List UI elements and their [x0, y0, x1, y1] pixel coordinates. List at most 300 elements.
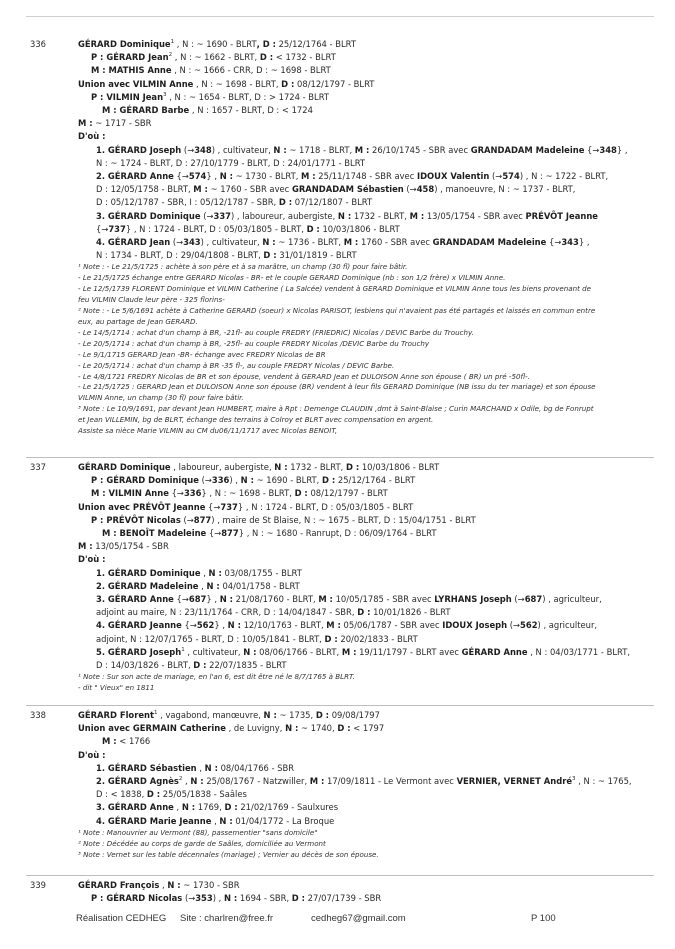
text-segment: {→: [584, 144, 600, 155]
text-segment: 21/02/1769 - Saulxures: [237, 802, 339, 813]
text-segment: , N : 04/03/1771 - BLRT,: [527, 646, 630, 657]
note-line: - Le 21/5/1725 échange entre GERARD Nicolas - BR- et le couple GERARD Dominique (nb : son 1/2 frère) x VILMIN Anne.: [78, 273, 506, 283]
record-separator: [26, 705, 654, 706]
text-segment: M :: [409, 210, 425, 221]
notes-block: [78, 672, 654, 694]
text-segment: , N : ~ 1765,: [575, 776, 632, 787]
note-line: - Le 20/5/1714 : achat d'un champ à BR, -25fl- au couple FREDRY Nicolas /DEVIC Barbe du Trouchy: [78, 338, 430, 348]
text-segment: M :: [102, 736, 117, 747]
note-line: - Le 9/1/1715 GERARD Jean -BR- échange avec FREDRY Nicolas de BR: [78, 349, 326, 359]
text-segment: ,: [159, 880, 168, 890]
text-segment: N :: [274, 462, 288, 472]
text-segment: 25/05/1838 - Saâles: [160, 789, 247, 800]
note-line: eux, au partage de Jean GERARD.: [78, 316, 198, 326]
text-segment: 10/01/1826 - BLRT: [370, 607, 451, 618]
text-segment: 4. GÉRARD Jean: [96, 237, 171, 248]
text-segment: ~ 1718 - BLRT,: [286, 144, 355, 155]
notes-block: [78, 828, 654, 861]
text-segment: (→: [403, 184, 417, 195]
person-line: [78, 104, 654, 117]
text-segment: N :: [219, 171, 233, 182]
text-segment: , D :: [256, 39, 276, 49]
text-segment: (→: [507, 620, 521, 631]
text-segment: 03/08/1755 - BLRT: [221, 567, 302, 578]
text-segment: 07/12/1807 - BLRT: [292, 197, 373, 208]
child-entry-line: [78, 762, 654, 775]
child-entry-line: [78, 580, 654, 593]
note-line: - dit " Vieux" en 1811: [78, 683, 155, 693]
text-segment: N : 1734 - BLRT, D : 29/04/1808 - BLRT,: [96, 250, 264, 261]
text-segment: M :: [78, 541, 93, 552]
text-segment: P : PRÉVÔT Nicolas: [91, 514, 181, 525]
text-segment: {→: [546, 237, 562, 248]
text-segment: VERNIER, VERNET André: [456, 776, 573, 787]
text-segment: D'où :: [78, 131, 106, 142]
text-segment: N :: [219, 594, 233, 605]
text-segment: 353: [195, 893, 213, 904]
text-segment: N :: [223, 893, 238, 904]
text-segment: 4. GÉRARD Jeanne: [96, 620, 182, 631]
text-segment: 3. GÉRARD Anne: [96, 802, 174, 813]
text-segment: D :: [278, 197, 293, 208]
text-segment: 3. GÉRARD Anne: [96, 594, 174, 605]
record-number: 338: [30, 710, 46, 720]
child-entry-line: [78, 646, 654, 659]
text-segment: 2. GÉRARD Madeleine: [96, 580, 199, 591]
text-segment: 2. GÉRARD Agnès: [96, 776, 179, 787]
text-segment: N :: [206, 580, 220, 591]
text-segment: M :: [78, 118, 93, 129]
text-segment: 04/01/1758 - BLRT: [219, 580, 300, 591]
footer-email: cedheg67@gmail.com: [311, 913, 406, 924]
text-segment: , de Luvigny,: [225, 723, 286, 734]
text-segment: D'où :: [78, 749, 106, 760]
text-segment: 01/04/1772 - La Broque: [232, 815, 335, 826]
text-segment: ,: [182, 776, 191, 787]
text-segment: D :: [193, 660, 207, 671]
text-segment: , N : 1657 - BLRT, D : < 1724: [189, 105, 313, 116]
text-segment: D :: [321, 475, 336, 486]
text-segment: (→: [489, 171, 503, 182]
text-segment: 574: [502, 171, 520, 182]
text-segment: D :: [291, 893, 306, 904]
person-line: [78, 722, 654, 735]
text-segment: } ,: [578, 237, 590, 248]
text-segment: ~ 1760 - SBR avec: [207, 184, 292, 195]
text-segment: 08/06/1766 - BLRT,: [256, 646, 342, 657]
text-segment: 20/02/1833 - BLRT: [337, 633, 418, 644]
text-segment: GÉRARD Florent: [78, 710, 154, 720]
text-segment: 3: [572, 776, 576, 783]
person-line: [78, 78, 654, 91]
text-segment: 337: [213, 210, 231, 221]
text-segment: 13/05/1754 - SBR: [92, 541, 169, 552]
text-segment: {→: [205, 501, 221, 512]
text-segment: adjoint, N : 12/07/1765 - BLRT, D : 10/05/1841 - BLRT,: [96, 633, 325, 644]
text-segment: ) ,: [229, 475, 241, 486]
text-segment: 1: [181, 646, 185, 653]
text-segment: ,: [198, 580, 207, 591]
text-segment: 31/01/1819 - BLRT: [276, 250, 357, 261]
text-segment: 17/09/1811 - Le Vermont avec: [324, 776, 457, 787]
person-line: [78, 461, 654, 474]
record-separator: [26, 875, 654, 876]
note-line: ² Note : - Le 5/6/1691 achète à Catherine GERARD (soeur) x Nicolas PARISOT, lesbiens qui n'avaient pas été partagés et laissés en commun entre: [78, 306, 596, 316]
text-segment: 10/03/1806 - BLRT: [319, 223, 400, 234]
text-segment: D : 14/03/1826 - BLRT,: [96, 660, 194, 671]
text-segment: 343: [183, 237, 201, 248]
child-entry-line: [78, 593, 654, 606]
person-line: [78, 735, 654, 748]
text-segment: 3. GÉRARD Dominique: [96, 210, 201, 221]
text-segment: ~ 1736 - BLRT,: [275, 237, 344, 248]
note-line: - Le 20/5/1714 : achat d'un champ à BR -35 fl-, au couple FREDRY Nicolas / DEVIC Barbe.: [78, 360, 395, 370]
person-line: [78, 501, 654, 514]
text-segment: {→: [181, 620, 197, 631]
note-line: ¹ Note : Sur son acte de mariage, en l'an 6, est dit être né le 8/7/1765 à BLRT.: [78, 672, 355, 682]
child-entry-line: [78, 183, 654, 196]
text-segment: , N : ~ 1666 - CRR, D : ~ 1698 - BLRT: [171, 65, 331, 76]
text-segment: 22/07/1835 - BLRT: [206, 660, 287, 671]
text-segment: 348: [194, 144, 212, 155]
child-entry-line: [78, 659, 654, 672]
note-line: ¹ Note : Manouvrier au Vermont (88), passementier "sans domicile": [78, 827, 318, 837]
text-segment: M : BENOÎT Madeleine: [102, 528, 207, 539]
text-segment: ~ 1735,: [276, 710, 316, 720]
text-segment: D :: [281, 78, 295, 89]
text-segment: M : GÉRARD Barbe: [102, 105, 190, 116]
person-line: [78, 64, 654, 77]
text-segment: ,: [200, 567, 209, 578]
text-segment: < 1797: [350, 723, 385, 734]
text-segment: LYRHANS Joseph: [434, 594, 512, 605]
text-segment: ~ 1730 - SBR: [180, 880, 240, 890]
text-segment: ~ 1740,: [298, 723, 338, 734]
text-segment: N :: [208, 567, 222, 578]
text-segment: 09/08/1797: [329, 710, 380, 720]
text-segment: , laboureur, aubergiste,: [170, 462, 275, 472]
text-segment: , N : ~ 1654 - BLRT, D : > 1724 - BLRT: [166, 91, 330, 102]
text-segment: 1732 - BLRT,: [287, 462, 346, 472]
text-segment: D :: [224, 802, 238, 813]
child-entry-line: [78, 157, 654, 170]
text-segment: P : GÉRARD Dominique: [91, 475, 199, 486]
text-segment: 687: [188, 594, 207, 605]
text-segment: ) , cultivateur,: [211, 144, 274, 155]
text-segment: 458: [416, 184, 435, 195]
text-segment: 348: [599, 144, 617, 155]
text-segment: ) , laboureur, aubergiste,: [230, 210, 338, 221]
text-segment: D :: [306, 223, 320, 234]
text-segment: GÉRARD François: [78, 880, 160, 890]
text-segment: ,: [196, 762, 205, 773]
text-segment: } ,: [206, 171, 220, 182]
text-segment: M :: [193, 184, 208, 195]
text-segment: 08/12/1797 - BLRT: [294, 78, 375, 89]
note-line: VILMIN Anne, un champ (30 fl) pour faire bâtir.: [78, 393, 244, 403]
person-line: [78, 487, 654, 500]
text-segment: 877: [193, 514, 212, 525]
note-line: - Le 14/5/1714 : achat d'un champ à BR, -21fl- au couple FREDRY (FRIEDRIC) Nicolas / DEVIC Barbe du Trouchy.: [78, 327, 474, 337]
text-segment: 25/12/1764 - BLRT: [275, 39, 356, 49]
text-segment: M :: [343, 237, 359, 248]
text-segment: N :: [190, 776, 204, 787]
text-segment: N : ~ 1724 - BLRT, D : 27/10/1779 - BLRT, D : 24/01/1771 - BLRT: [96, 157, 366, 168]
text-segment: N :: [240, 475, 254, 486]
text-segment: (→: [181, 144, 195, 155]
text-segment: D :: [146, 789, 161, 800]
text-segment: Union avec PRÉVÔT Jeanne: [78, 501, 206, 512]
text-segment: 737: [220, 501, 238, 512]
text-segment: M :: [326, 620, 341, 631]
text-segment: 10/03/1806 - BLRT: [359, 462, 440, 472]
child-entry-line: [78, 815, 654, 828]
child-entry-line: [78, 606, 654, 619]
text-segment: } ,: [616, 144, 628, 155]
child-entry-line: [78, 196, 654, 209]
text-segment: 2: [178, 776, 183, 783]
person-line: [78, 91, 654, 104]
text-segment: D :: [324, 633, 338, 644]
text-segment: N :: [219, 815, 233, 826]
person-line: [78, 540, 654, 553]
child-entry-line: [78, 633, 654, 646]
text-segment: (→: [180, 514, 194, 525]
text-segment: 13/05/1754 - SBR avec: [424, 210, 526, 221]
text-segment: ~ 1717 - SBR: [92, 118, 152, 129]
text-segment: N :: [273, 144, 287, 155]
person-line: [78, 514, 654, 527]
text-segment: Union avec VILMIN Anne: [78, 78, 194, 89]
text-segment: D :: [263, 250, 277, 261]
text-segment: M :: [309, 776, 325, 787]
text-segment: 12/10/1763 - BLRT,: [240, 620, 327, 631]
record-body: [78, 38, 654, 437]
text-segment: 19/11/1797 - BLRT avec: [356, 646, 462, 657]
text-segment: N :: [285, 723, 299, 734]
text-segment: N :: [167, 880, 181, 890]
note-line: ² Note : Décédée au corps de garde de Saâles, domiciliée au Vermont: [78, 838, 326, 848]
text-segment: P : GÉRARD Jean: [91, 52, 169, 63]
notes-block: [78, 262, 654, 437]
text-segment: IDOUX Joseph: [442, 620, 508, 631]
text-segment: 25/12/1764 - BLRT: [335, 475, 416, 486]
text-segment: {→: [168, 488, 184, 499]
text-segment: 3: [163, 91, 167, 98]
child-entry-line: [78, 788, 654, 801]
text-segment: 25/11/1748 - SBR avec: [315, 171, 417, 182]
text-segment: M :: [354, 144, 370, 155]
text-segment: 1. GÉRARD Joseph: [96, 144, 182, 155]
text-segment: GÉRARD Anne: [461, 646, 528, 657]
text-segment: M :: [301, 171, 316, 182]
text-segment: {→: [173, 594, 189, 605]
text-segment: GÉRARD Dominique: [78, 462, 171, 472]
text-segment: } , N : ~ 1698 - BLRT,: [201, 488, 295, 499]
person-line: [78, 879, 654, 892]
record-number: 336: [30, 39, 46, 49]
text-segment: N :: [263, 710, 277, 720]
text-segment: D : 12/05/1758 - BLRT,: [96, 184, 194, 195]
text-segment: 5. GÉRARD Joseph: [96, 646, 182, 657]
text-segment: N :: [243, 646, 257, 657]
person-line: [78, 474, 654, 487]
record-number: 339: [30, 880, 46, 890]
text-segment: D : 05/12/1787 - SBR, I : 05/12/1787 - SBR,: [96, 197, 279, 208]
person-line: [78, 117, 654, 130]
text-segment: P : GÉRARD Nicolas: [91, 893, 183, 904]
text-segment: 21/08/1760 - BLRT,: [232, 594, 319, 605]
child-entry-line: [78, 144, 654, 157]
text-segment: P : VILMIN Jean: [91, 91, 164, 102]
text-segment: } , N : ~ 1680 - Ranrupt, D : 06/09/1764 - BLRT: [238, 528, 437, 539]
text-segment: 05/06/1787 - SBR avec: [340, 620, 443, 631]
text-segment: {→: [173, 171, 189, 182]
text-segment: 562: [520, 620, 538, 631]
text-segment: 343: [561, 237, 579, 248]
text-segment: (→: [511, 594, 525, 605]
note-line: Assiste sa nièce Marie VILMIN au CM du06/11/1717 avec Nicolas BENOIT,: [78, 426, 338, 436]
text-segment: ) , agriculteur,: [542, 594, 602, 605]
note-line: ³ Note : Le 10/9/1691, par devant Jean HUMBERT, maire à Rpt : Demenge CLAUDIN ,dmt à Saint-Blaise ; Curin MARCHAND x Odile, bg de Fonrupt: [78, 404, 594, 414]
record-body: [78, 709, 654, 861]
text-segment: D :: [259, 52, 274, 63]
note-line: feu VILMIN Claude leur père - 325 florins-: [78, 295, 225, 305]
text-segment: D'où :: [78, 554, 106, 565]
person-line: [78, 749, 654, 762]
text-segment: 1694 - SBR,: [237, 893, 292, 904]
text-segment: D :: [345, 462, 360, 472]
text-segment: } , N : 1724 - BLRT, D : 05/03/1805 - BLRT: [237, 501, 414, 512]
text-segment: 26/10/1745 - SBR avec: [369, 144, 471, 155]
text-segment: 1. GÉRARD Sébastien: [96, 762, 197, 773]
record-separator: [26, 457, 654, 458]
text-segment: IDOUX Valentin: [416, 171, 490, 182]
text-segment: {→: [206, 528, 222, 539]
child-entry-line: [78, 775, 654, 788]
child-entry-line: [78, 619, 654, 632]
text-segment: } ,: [206, 594, 220, 605]
child-entry-line: [78, 170, 654, 183]
text-segment: 1: [153, 710, 158, 716]
footer-page-number: P 100: [531, 913, 556, 924]
person-line: [78, 527, 654, 540]
text-segment: 687: [524, 594, 543, 605]
text-segment: 574: [188, 171, 207, 182]
footer-credit: Réalisation CEDHEG: [76, 913, 167, 924]
text-segment: ~ 1690 - BLRT,: [253, 475, 322, 486]
text-segment: , vagabond, manœuvre,: [157, 710, 264, 720]
text-segment: ) , maire de St Blaise, N : ~ 1675 - BLRT, D : 15/04/1751 - BLRT: [211, 514, 476, 525]
text-segment: N :: [337, 210, 352, 221]
text-segment: {→: [96, 223, 109, 234]
text-segment: (→: [200, 210, 214, 221]
person-line: [78, 51, 654, 64]
text-segment: PRÉVÔT Jeanne: [525, 210, 598, 221]
top-rule: [26, 16, 654, 17]
text-segment: 08/04/1766 - SBR: [217, 762, 295, 773]
text-segment: , N : ~ 1690 - BLRT: [174, 39, 257, 49]
text-segment: D :: [315, 710, 330, 720]
text-segment: N :: [262, 237, 276, 248]
text-segment: 737: [108, 223, 126, 234]
text-segment: ,: [173, 802, 182, 813]
text-segment: GRANDADAM Madeleine: [432, 237, 547, 248]
person-line: [78, 130, 654, 143]
text-segment: GÉRARD Dominique: [78, 39, 171, 49]
child-entry-line: [78, 801, 654, 814]
text-segment: 08/12/1797 - BLRT: [307, 488, 388, 499]
text-segment: , N : ~ 1662 - BLRT,: [172, 52, 260, 63]
text-segment: 2. GÉRARD Anne: [96, 171, 174, 182]
text-segment: GRANDADAM Madeleine: [470, 144, 585, 155]
text-segment: 562: [196, 620, 215, 631]
text-segment: M : VILMIN Anne: [91, 488, 169, 499]
child-entry-line: [78, 249, 654, 262]
text-segment: 1: [170, 39, 175, 45]
text-segment: ) , N : ~ 1722 - BLRT,: [519, 171, 609, 182]
text-segment: N :: [204, 762, 218, 773]
record-body: [78, 461, 654, 694]
text-segment: D :: [337, 723, 351, 734]
child-entry-line: [78, 223, 654, 236]
record-number: 337: [30, 462, 46, 472]
text-segment: N :: [227, 620, 241, 631]
text-segment: (→: [198, 475, 212, 486]
text-segment: ,: [211, 815, 220, 826]
note-line: ³ Note : Vernet sur les table décennales (mariage) ; Vernier au décès de son épouse.: [78, 849, 379, 859]
text-segment: 27/07/1739 - SBR: [305, 893, 382, 904]
text-segment: (→: [182, 893, 196, 904]
record-body: [78, 879, 654, 905]
text-segment: N :: [181, 802, 196, 813]
footer-site: Site : charlren@free.fr: [180, 913, 274, 924]
text-segment: } ,: [214, 620, 228, 631]
text-segment: D : < 1838,: [96, 789, 147, 800]
text-segment: 1. GÉRARD Dominique: [96, 567, 201, 578]
child-entry-line: [78, 567, 654, 580]
text-segment: < 1732 - BLRT: [273, 52, 336, 63]
note-line: - Le 12/5/1739 FLORENT Dominique et VILMIN Catherine ( La Salcée) vendent à GERARD Dominique et VILMIN Anne tous les biens provenant de: [78, 284, 592, 294]
text-segment: < 1766: [116, 736, 151, 747]
text-segment: , cultivateur,: [184, 646, 244, 657]
text-segment: ) , agriculteur,: [537, 620, 598, 631]
text-segment: GRANDADAM Sébastien: [291, 184, 404, 195]
text-segment: 10/05/1785 - SBR avec: [332, 594, 435, 605]
person-line: [78, 38, 654, 51]
text-segment: adjoint au maire, N : 23/11/1764 - CRR, D : 14/04/1847 - SBR,: [96, 607, 358, 618]
note-line: ¹ Note : - Le 21/5/1725 : achète à son père et à sa marâtre, un champ (30 fl) pour faire bâtir.: [78, 262, 408, 272]
note-line: et Jean VILLEMIN, bg de BLRT, échange des terrains à Colroy et BLRT avec compensation en argent.: [78, 415, 434, 425]
child-entry-line: [78, 236, 654, 249]
text-segment: 4. GÉRARD Marie Jeanne: [96, 815, 212, 826]
text-segment: ) , cultivateur,: [200, 237, 263, 248]
text-segment: 25/08/1767 - Natzwiller,: [203, 776, 310, 787]
text-segment: ) ,: [212, 893, 224, 904]
text-segment: 2: [168, 52, 173, 59]
text-segment: ~ 1730 - BLRT,: [232, 171, 302, 182]
text-segment: 877: [221, 528, 239, 539]
text-segment: (→: [170, 237, 184, 248]
text-segment: 1769,: [195, 802, 225, 813]
text-segment: 336: [183, 488, 202, 499]
text-segment: 336: [211, 475, 230, 486]
person-line: [78, 553, 654, 566]
note-line: - Le 21/5/1725 : GERARD Jean et DULOISON Anne son épouse (BR) vendent à leur fils GERARD Dominique (NB issu du ter mariage) et son épouse: [78, 382, 596, 392]
text-segment: M :: [318, 594, 333, 605]
person-line: [78, 709, 654, 722]
text-segment: D :: [357, 607, 371, 618]
